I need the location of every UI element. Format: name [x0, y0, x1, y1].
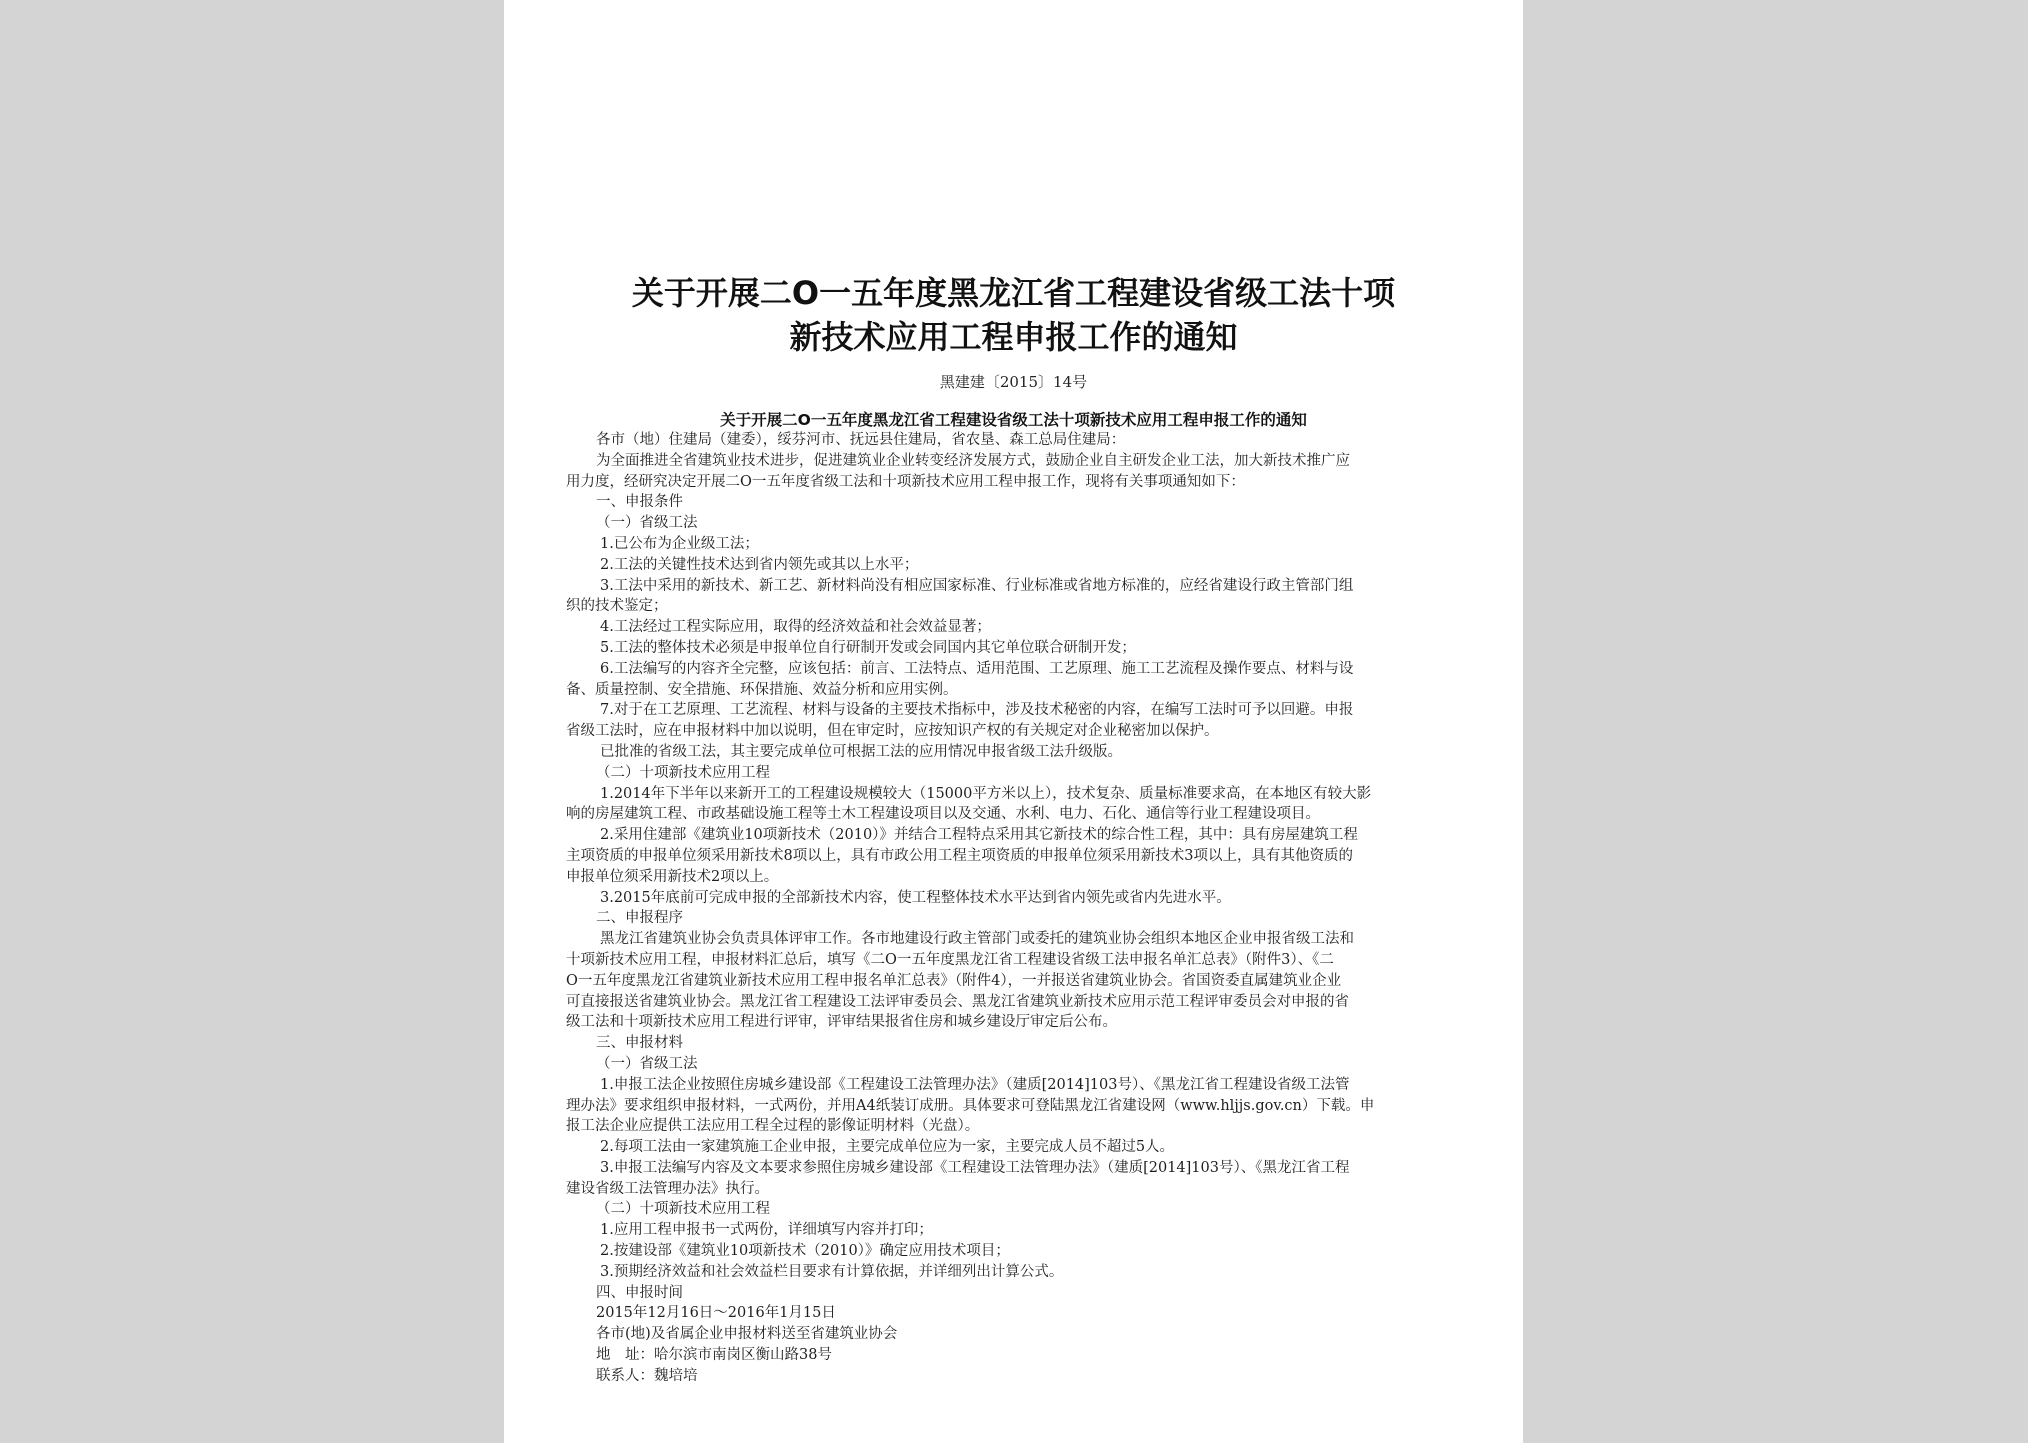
body-line: 用力度，经研究决定开展二O一五年度省级工法和十项新技术应用工程申报工作，现将有关事项通知如下：	[566, 473, 1245, 490]
page-title-line-2: 新技术应用工程申报工作的通知	[789, 318, 1238, 356]
body-line: 4.工法经过工程实际应用，取得的经济效益和社会效益显著；	[600, 619, 991, 636]
body-line: 6.工法编写的内容齐全完整，应该包括：前言、工法特点、适用范围、工艺原理、施工工艺流程及操作要点、材料与设	[600, 660, 1354, 677]
body-line: 级工法和十项新技术应用工程进行评审，评审结果报省住房和城乡建设厅审定后公布。	[566, 1014, 1117, 1031]
subsection-heading: （一）省级工法	[596, 515, 698, 532]
body-line: 2015年12月16日～2016年1月15日	[596, 1305, 836, 1322]
body-line: 2.工法的关键性技术达到省内领先或其以上水平；	[600, 556, 919, 573]
body-line: 3.工法中采用的新技术、新工艺、新材料尚没有相应国家标准、行业标准或省地方标准的，应经省建设行政主管部门组	[600, 577, 1354, 594]
document-page	[504, 0, 1523, 1443]
body-line: 主项资质的申报单位须采用新技术8项以上，具有市政公用工程主项资质的申报单位须采用新技术3项以上，具有其他资质的	[566, 847, 1353, 864]
body-line: 十项新技术应用工程，申报材料汇总后，填写《二O一五年度黑龙江省工程建设省级工法申报名单汇总表》（附件3）、《二	[566, 951, 1334, 968]
body-line: 省级工法时，应在申报材料中加以说明，但在审定时，应按知识产权的有关规定对企业秘密加以保护。	[566, 723, 1219, 740]
body-line: 已批准的省级工法，其主要完成单位可根据工法的应用情况申报省级工法升级版。	[600, 743, 1122, 760]
body-line: 为全面推进全省建筑业技术进步，促进建筑业企业转变经济发展方式，鼓励企业自主研发企业工法，加大新技术推广应	[596, 452, 1350, 469]
document-subtitle: 关于开展二O一五年度黑龙江省工程建设省级工法十项新技术应用工程申报工作的通知	[720, 411, 1307, 429]
section-heading: 二、申报程序	[596, 910, 683, 927]
body-line: 3.2015年底前可完成申报的全部新技术内容，使工程整体技术水平达到省内领先或省内先进水平。	[600, 889, 1231, 906]
body-line: 响的房屋建筑工程、市政基础设施工程等土木工程建设项目以及交通、水利、电力、石化、通信等行业工程建设项目。	[566, 806, 1320, 823]
subsection-heading: （二）十项新技术应用工程	[596, 764, 770, 781]
body-line: 地 址：哈尔滨市南岗区衡山路38号	[596, 1347, 832, 1364]
body-line: 各市（地）住建局（建委），绥芬河市、抚远县住建局，省农垦、森工总局住建局：	[596, 432, 1126, 448]
body-line: 1.2014年下半年以来新开工的工程建设规模较大（15000平方米以上），技术复杂、质量标准要求高，在本地区有较大影	[600, 785, 1372, 802]
subsection-heading: （二）十项新技术应用工程	[596, 1201, 770, 1218]
body-line: 5.工法的整体技术必须是申报单位自行研制开发或会同国内其它单位联合研制开发；	[600, 639, 1136, 656]
body-line: 3.预期经济效益和社会效益栏目要求有计算依据，并详细列出计算公式。	[600, 1263, 1064, 1280]
document-number: 黑建建〔2015〕14号	[939, 373, 1088, 391]
section-heading: 四、申报时间	[596, 1284, 683, 1301]
document-body	[566, 430, 1466, 1387]
body-line: O一五年度黑龙江省建筑业新技术应用工程申报名单汇总表》（附件4），一并报送省建筑业协会。省国资委直属建筑业企业	[566, 972, 1342, 989]
body-line: 3.申报工法编写内容及文本要求参照住房城乡建设部《工程建设工法管理办法》（建质[2014]103号）、《黑龙江省工程	[600, 1159, 1350, 1176]
body-line: 7.对于在工艺原理、工艺流程、材料与设备的主要技术指标中，涉及技术秘密的内容，在编写工法时可予以回避。申报	[600, 702, 1354, 719]
page-title-line-1: 关于开展二O一五年度黑龙江省工程建设省级工法十项	[631, 274, 1396, 312]
subsection-heading: （一）省级工法	[596, 1055, 698, 1072]
body-line: 织的技术鉴定；	[566, 598, 668, 615]
body-line: 建设省级工法管理办法》执行。	[566, 1180, 769, 1197]
body-line: 1.申报工法企业按照住房城乡建设部《工程建设工法管理办法》（建质[2014]103号）、《黑龙江省工程建设省级工法管	[600, 1076, 1350, 1093]
body-line: 1.应用工程申报书一式两份，详细填写内容并打印；	[600, 1222, 933, 1239]
body-line: 联系人：魏培培	[596, 1367, 698, 1384]
body-line: 理办法》要求组织申报材料，一式两份，并用A4纸装订成册。具体要求可登陆黑龙江省建设网（www.hljjs.gov.cn）下载。申	[566, 1097, 1375, 1114]
body-line: 备、质量控制、安全措施、环保措施、效益分析和应用实例。	[566, 681, 958, 698]
body-line: 报工法企业应提供工法应用工程全过程的影像证明材料（光盘）。	[566, 1118, 980, 1135]
body-line: 2.每项工法由一家建筑施工企业申报，主要完成单位应为一家，主要完成人员不超过5人。	[600, 1139, 1175, 1156]
body-line: 各市(地)及省属企业申报材料送至省建筑业协会	[596, 1326, 898, 1343]
body-line: 黑龙江省建筑业协会负责具体评审工作。各市地建设行政主管部门或委托的建筑业协会组织本地区企业申报省级工法和	[600, 931, 1354, 948]
body-line: 申报单位须采用新技术2项以上。	[566, 868, 779, 885]
body-line: 2.采用住建部《建筑业10项新技术（2010）》并结合工程特点采用其它新技术的综合性工程，其中：具有房屋建筑工程	[600, 827, 1358, 844]
body-line: 2.按建设部《建筑业10项新技术（2010）》确定应用技术项目；	[600, 1243, 1010, 1260]
section-heading: 一、申报条件	[596, 494, 683, 511]
body-line: 可直接报送省建筑业协会。黑龙江省工程建设工法评审委员会、黑龙江省建筑业新技术应用示范工程评审委员会对申报的省	[566, 993, 1349, 1010]
body-line: 1.已公布为企业级工法；	[600, 535, 759, 552]
section-heading: 三、申报材料	[596, 1035, 683, 1052]
